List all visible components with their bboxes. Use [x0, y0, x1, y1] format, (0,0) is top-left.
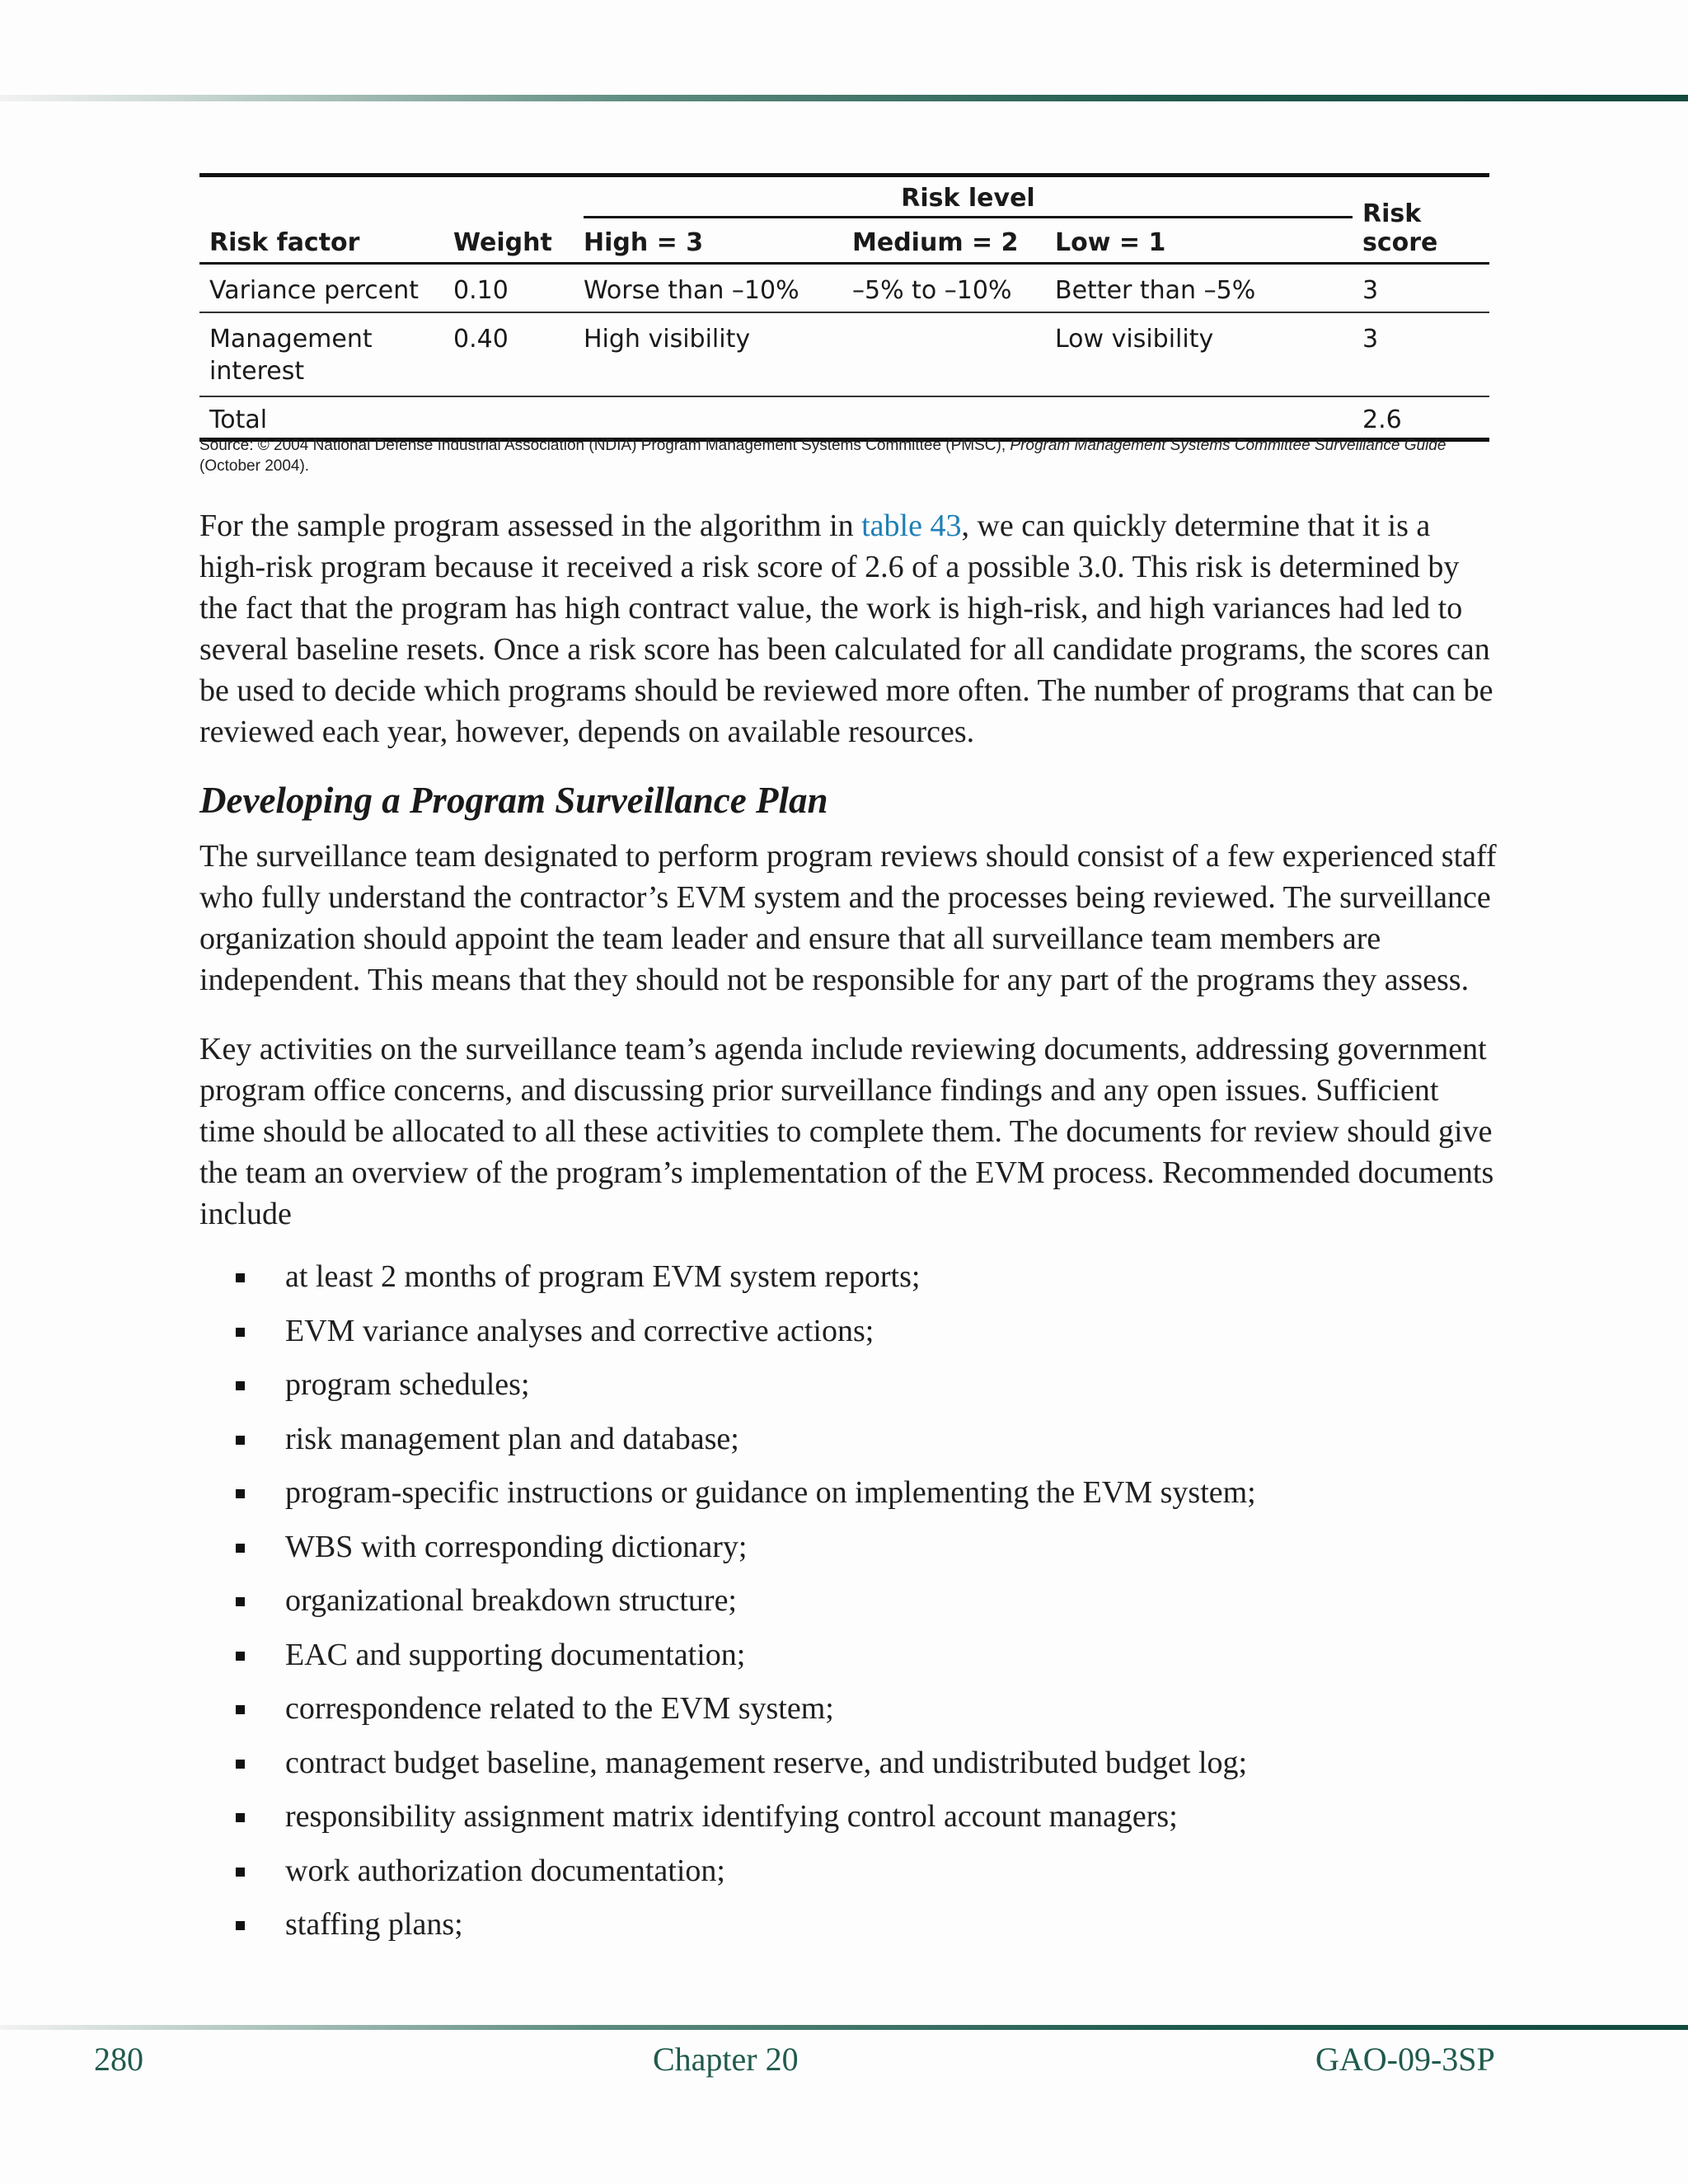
table-row	[199, 312, 1489, 396]
document-id: GAO-09-3SP	[1315, 2041, 1495, 2078]
bullet-icon	[236, 1489, 245, 1498]
bullet-icon	[236, 1760, 245, 1769]
section-heading: Developing a Program Surveillance Plan	[199, 780, 828, 821]
list-item	[199, 1256, 1502, 1310]
bullet-icon	[236, 1381, 245, 1390]
table-row	[199, 264, 1489, 313]
list-item-text: contract budget baseline, management reserve, and undistributed budget log;	[285, 1745, 1248, 1780]
risk-score-table	[199, 173, 1489, 442]
cell-score: 3	[1353, 264, 1489, 313]
list-item	[199, 1796, 1502, 1850]
list-item-text: at least 2 months of program EVM system reports;	[285, 1259, 921, 1294]
list-item	[199, 1472, 1502, 1526]
bullet-icon	[236, 1597, 245, 1606]
cell-total-label: Total	[199, 396, 1353, 440]
list-item-text: responsibility assignment matrix identifying control account managers;	[285, 1799, 1178, 1834]
cell-high: Worse than –10%	[574, 264, 842, 313]
cell-low: Better than –5%	[1045, 264, 1353, 313]
cell-high: High visibility	[574, 312, 842, 396]
bullet-icon	[236, 1273, 245, 1282]
list-item-text: program-specific instructions or guidance on implementing the EVM system;	[285, 1475, 1256, 1510]
recommended-documents-list	[199, 1256, 1502, 1958]
header-risk-factor: Risk factor	[199, 176, 443, 264]
list-item	[199, 1526, 1502, 1581]
bullet-icon	[236, 1328, 245, 1337]
list-item	[199, 1742, 1502, 1797]
table-43-link[interactable]: table 43	[861, 509, 962, 543]
list-item-text: work authorization documentation;	[285, 1853, 725, 1888]
header-rule	[0, 95, 1688, 101]
cell-factor: Variance percent	[199, 264, 443, 313]
footer-rule	[0, 2025, 1688, 2030]
header-risk-level	[574, 176, 1353, 224]
header-medium: Medium = 2	[842, 223, 1045, 264]
table-source-note	[199, 435, 1502, 476]
cell-factor: Management interest	[199, 312, 443, 396]
list-item	[199, 1850, 1502, 1905]
cell-low: Low visibility	[1045, 312, 1353, 396]
cell-weight: 0.40	[443, 312, 574, 396]
header-low: Low = 1	[1045, 223, 1353, 264]
source-prefix: Source: © 2004 National Defense Industrial Association (NDIA) Program Management Systems Committee (PMSC),	[199, 437, 1010, 454]
header-high: High = 3	[574, 223, 842, 264]
cell-medium	[842, 312, 1045, 396]
list-item	[199, 1364, 1502, 1418]
list-item	[199, 1634, 1502, 1689]
list-item	[199, 1310, 1502, 1365]
paragraph1-before-link: For the sample program assessed in the algorithm in	[199, 509, 862, 543]
paragraph-risk-score	[199, 505, 1502, 752]
bullet-icon	[236, 1868, 245, 1877]
header-risk-score-line1: Risk	[1362, 199, 1422, 228]
list-item-text: EVM variance analyses and corrective actions;	[285, 1313, 874, 1348]
paragraph1-after-link: , we can quickly determine that it is a high-risk program because it received a risk score of 2.6 of a possible 3.0. This risk is determined by the fact that the program has high contract value, the work is high-risk, and high variances had led to several baseline resets. Once a risk score has been calculated for all candidate programs, the scores can be used to decide which programs should be reviewed more often. The number of programs that can be reviewed each year, however, depends on available resources.	[199, 509, 1493, 749]
bullet-icon	[236, 1652, 245, 1661]
bullet-icon	[236, 1705, 245, 1714]
bullet-icon	[236, 1544, 245, 1553]
header-risk-level-label: Risk level	[584, 184, 1353, 218]
list-item-text: EAC and supporting documentation;	[285, 1637, 746, 1672]
list-item-text: risk management plan and database;	[285, 1421, 739, 1456]
list-item	[199, 1418, 1502, 1473]
header-weight: Weight	[443, 176, 574, 264]
list-item	[199, 1688, 1502, 1742]
bullet-icon	[236, 1813, 245, 1822]
list-item-text: organizational breakdown structure;	[285, 1583, 737, 1618]
list-item	[199, 1904, 1502, 1958]
paragraph-key-activities: Key activities on the surveillance team’s agenda include reviewing documents, addressing government program office concerns, and discussing prior surveillance findings and any open issues. Sufficient time should be allocated to all these activities to complete them. The documents for review should give the team an overview of the program’s implementation of the EVM process. Recommended documents include	[199, 1032, 1494, 1231]
list-item-text: staffing plans;	[285, 1907, 463, 1942]
cell-medium: –5% to –10%	[842, 264, 1045, 313]
page-number: 280	[94, 2041, 143, 2078]
cell-score: 3	[1353, 312, 1489, 396]
bullet-icon	[236, 1921, 245, 1930]
source-title: Program Management Systems Committee Surveillance Guide	[1010, 437, 1447, 454]
list-item-text: correspondence related to the EVM system;	[285, 1691, 834, 1726]
chapter-label: Chapter 20	[653, 2041, 799, 2078]
header-risk-score	[1353, 176, 1489, 264]
cell-total-score: 2.6	[1353, 396, 1489, 440]
header-risk-score-line2: score	[1362, 228, 1438, 257]
paragraph-surveillance-team: The surveillance team designated to perform program reviews should consist of a few experienced staff who fully understand the contractor’s EVM system and the processes being reviewed. The surveillance organization should appoint the team leader and ensure that all surveillance team members are independent. This means that they should not be responsible for any part of the programs they assess.	[199, 839, 1497, 997]
cell-weight: 0.10	[443, 264, 574, 313]
list-item-text: WBS with corresponding dictionary;	[285, 1529, 748, 1564]
list-item-text: program schedules;	[285, 1367, 530, 1402]
list-item	[199, 1580, 1502, 1634]
table-total-row	[199, 396, 1489, 440]
source-suffix: (October 2004).	[199, 457, 310, 475]
bullet-icon	[236, 1436, 245, 1445]
